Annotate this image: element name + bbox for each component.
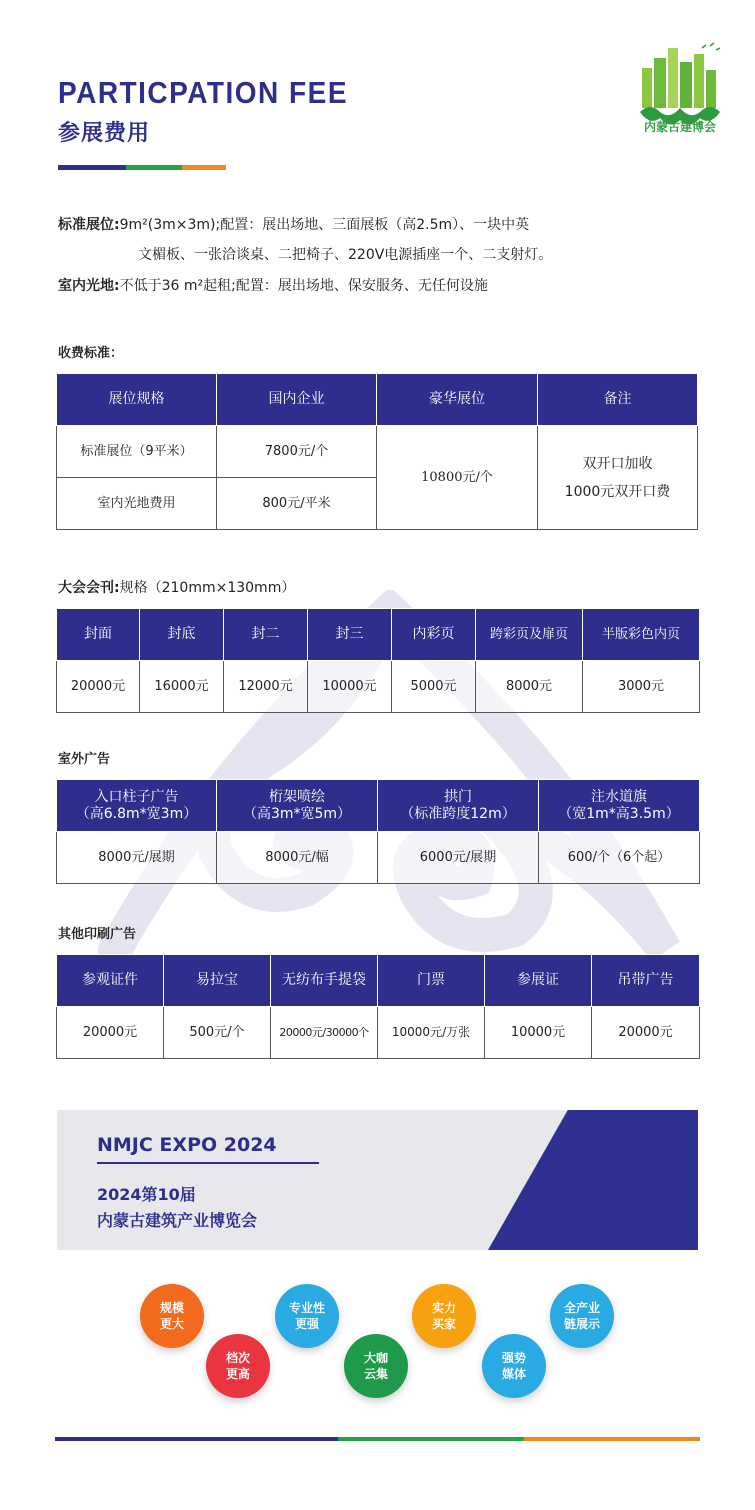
feature-buyers-line1: 实力 bbox=[431, 1301, 456, 1315]
fee-table bbox=[56, 373, 698, 530]
fee-note-line2: 1000元双开口费 bbox=[564, 483, 671, 500]
outdoor-value-arch: 6000元/展期 bbox=[378, 832, 539, 884]
outdoor-table bbox=[56, 779, 700, 884]
outdoor-section-title: 室外广告 bbox=[58, 752, 111, 767]
print-value-exhibitor-pass: 10000元 bbox=[485, 1007, 592, 1059]
feature-circle-grade bbox=[206, 1334, 270, 1398]
fee-header-domestic: 国内企业 bbox=[217, 374, 377, 426]
title-divider-navy bbox=[58, 165, 126, 170]
print-header-rollup: 易拉宝 bbox=[164, 955, 271, 1007]
feature-chain-line1: 全产业 bbox=[563, 1301, 600, 1315]
print-header-visitor-pass: 参观证件 bbox=[57, 955, 164, 1007]
journal-header-inside-front: 封二 bbox=[224, 609, 308, 661]
indoor-space-label: 室内光地: bbox=[58, 278, 120, 294]
banner-title-en: NMJC EXPO 2024 bbox=[97, 1134, 277, 1156]
print-section-title: 其他印刷广告 bbox=[58, 927, 137, 942]
feature-circle-experts bbox=[344, 1334, 408, 1398]
print-value-tote-bag: 20000元/30000个 bbox=[271, 1007, 378, 1059]
standard-booth-label: 标准展位: bbox=[58, 217, 120, 233]
outdoor-header-truss bbox=[217, 780, 378, 832]
page-title-cn: 参展费用 bbox=[58, 121, 151, 146]
feature-circle-scale bbox=[140, 1284, 204, 1348]
logo-text: 内蒙古建博会 bbox=[643, 120, 716, 134]
outdoor-header-pillar-spec: （高6.8m*宽3m） bbox=[75, 805, 198, 822]
journal-table bbox=[56, 608, 700, 713]
banner-slant-block bbox=[488, 1110, 698, 1250]
print-header-tote-bag: 无纺布手提袋 bbox=[271, 955, 378, 1007]
feature-media-line2: 媒体 bbox=[501, 1367, 526, 1381]
outdoor-header-pillar-name: 入口柱子广告 bbox=[94, 788, 179, 805]
journal-header-back: 封底 bbox=[140, 609, 224, 661]
journal-value-cover: 20000元 bbox=[57, 661, 140, 713]
title-divider-orange bbox=[182, 165, 226, 170]
journal-header-cover: 封面 bbox=[57, 609, 140, 661]
feature-experts-line2: 云集 bbox=[363, 1367, 388, 1381]
title-divider-green bbox=[126, 165, 182, 170]
fee-note-line1: 双开口加收 bbox=[582, 455, 653, 472]
print-value-lanyard: 20000元 bbox=[592, 1007, 700, 1059]
feature-media-line1: 强势 bbox=[501, 1351, 526, 1365]
feature-professional-line1: 专业性 bbox=[288, 1301, 325, 1315]
feature-circle-industry-chain bbox=[550, 1284, 614, 1348]
print-header-ticket: 门票 bbox=[378, 955, 485, 1007]
fee-note-cell bbox=[538, 426, 698, 530]
page-title-en: PARTICPATION FEE bbox=[58, 76, 348, 110]
fee-header-note: 备注 bbox=[538, 374, 698, 426]
outdoor-header-arch-name: 拱门 bbox=[444, 788, 472, 805]
fee-row1-price: 7800元/个 bbox=[217, 426, 377, 478]
fee-luxury-price: 10800元/个 bbox=[377, 426, 538, 530]
journal-title-label: 大会会刊: bbox=[58, 580, 120, 596]
journal-value-half-page: 3000元 bbox=[583, 661, 700, 713]
fee-row2-price: 800元/平米 bbox=[217, 478, 377, 530]
journal-title-spec: 规格（210mm×130mm） bbox=[119, 580, 296, 596]
feature-circle-buyers bbox=[412, 1284, 476, 1348]
feature-experts-line1: 大咖 bbox=[363, 1351, 388, 1365]
banner-title-cn-line2: 内蒙古建筑产业博览会 bbox=[97, 1211, 258, 1230]
outdoor-header-flag-name: 注水道旗 bbox=[591, 788, 647, 805]
journal-value-color-page: 5000元 bbox=[392, 661, 476, 713]
standard-booth-text-cont: 文楣板、一张洽谈桌、二把椅子、220V电源插座一个、二支射灯。 bbox=[138, 247, 553, 263]
feature-grade-line2: 更高 bbox=[225, 1367, 250, 1381]
outdoor-header-pillar bbox=[57, 780, 217, 832]
outdoor-header-arch-spec: （标准跨度12m） bbox=[400, 805, 516, 822]
outdoor-value-flag: 600/个（6个起） bbox=[539, 832, 700, 884]
journal-section-title bbox=[58, 577, 295, 597]
journal-header-inside-back: 封三 bbox=[308, 609, 392, 661]
banner-title-cn-line1: 2024第10届 bbox=[97, 1185, 196, 1204]
print-header-lanyard: 吊带广告 bbox=[592, 955, 700, 1007]
fee-header-luxury: 豪华展位 bbox=[377, 374, 538, 426]
journal-header-half-page: 半版彩色内页 bbox=[583, 609, 700, 661]
fee-header-spec: 展位规格 bbox=[57, 374, 217, 426]
fee-section-title: 收费标准： bbox=[58, 346, 124, 361]
outdoor-header-arch bbox=[378, 780, 539, 832]
journal-value-inside-front: 12000元 bbox=[224, 661, 308, 713]
fee-row2-spec: 室内光地费用 bbox=[57, 478, 217, 530]
journal-value-inside-back: 10000元 bbox=[308, 661, 392, 713]
outdoor-header-flag-spec: （宽1m*高3.5m） bbox=[558, 805, 680, 822]
fee-row1-spec: 标准展位（9平米） bbox=[57, 426, 217, 478]
banner-underline bbox=[97, 1162, 319, 1164]
journal-value-back: 16000元 bbox=[140, 661, 224, 713]
print-value-rollup: 500元/个 bbox=[164, 1007, 271, 1059]
print-header-exhibitor-pass: 参展证 bbox=[485, 955, 592, 1007]
journal-header-color-page: 内彩页 bbox=[392, 609, 476, 661]
outdoor-value-truss: 8000元/幅 bbox=[217, 832, 378, 884]
feature-scale-line1: 规模 bbox=[159, 1301, 184, 1315]
standard-booth-intro bbox=[58, 214, 529, 236]
footer-bar-navy bbox=[55, 1437, 338, 1441]
feature-chain-line2: 链展示 bbox=[563, 1317, 600, 1331]
footer-bar-orange bbox=[524, 1437, 700, 1441]
expo-banner bbox=[57, 1110, 698, 1250]
outdoor-header-truss-name: 桁架喷绘 bbox=[269, 788, 325, 805]
feature-circle-media bbox=[482, 1334, 546, 1398]
print-table bbox=[56, 954, 700, 1059]
feature-circle-professional bbox=[275, 1284, 339, 1348]
standard-booth-text: 9m²(3m×3m);配置：展出场地、三面展板（高2.5m）、一块中英 bbox=[119, 217, 530, 233]
outdoor-header-truss-spec: （高3m*宽5m） bbox=[242, 805, 352, 822]
feature-professional-line2: 更强 bbox=[294, 1317, 319, 1331]
outdoor-header-flag bbox=[539, 780, 700, 832]
print-value-ticket: 10000元/万张 bbox=[378, 1007, 485, 1059]
footer-bar-green bbox=[338, 1437, 524, 1441]
print-value-visitor-pass: 20000元 bbox=[57, 1007, 164, 1059]
indoor-space-text: 不低于36 m²起租;配置：展出场地、保安服务、无任何设施 bbox=[119, 278, 488, 294]
standard-booth-intro-cont bbox=[138, 244, 552, 266]
journal-value-spread: 8000元 bbox=[476, 661, 583, 713]
outdoor-value-pillar: 8000元/展期 bbox=[57, 832, 217, 884]
feature-buyers-line2: 买家 bbox=[431, 1317, 456, 1331]
feature-grade-line1: 档次 bbox=[225, 1351, 250, 1365]
journal-header-spread: 跨彩页及扉页 bbox=[476, 609, 583, 661]
feature-scale-line2: 更大 bbox=[159, 1317, 184, 1331]
indoor-space-intro bbox=[58, 275, 488, 297]
